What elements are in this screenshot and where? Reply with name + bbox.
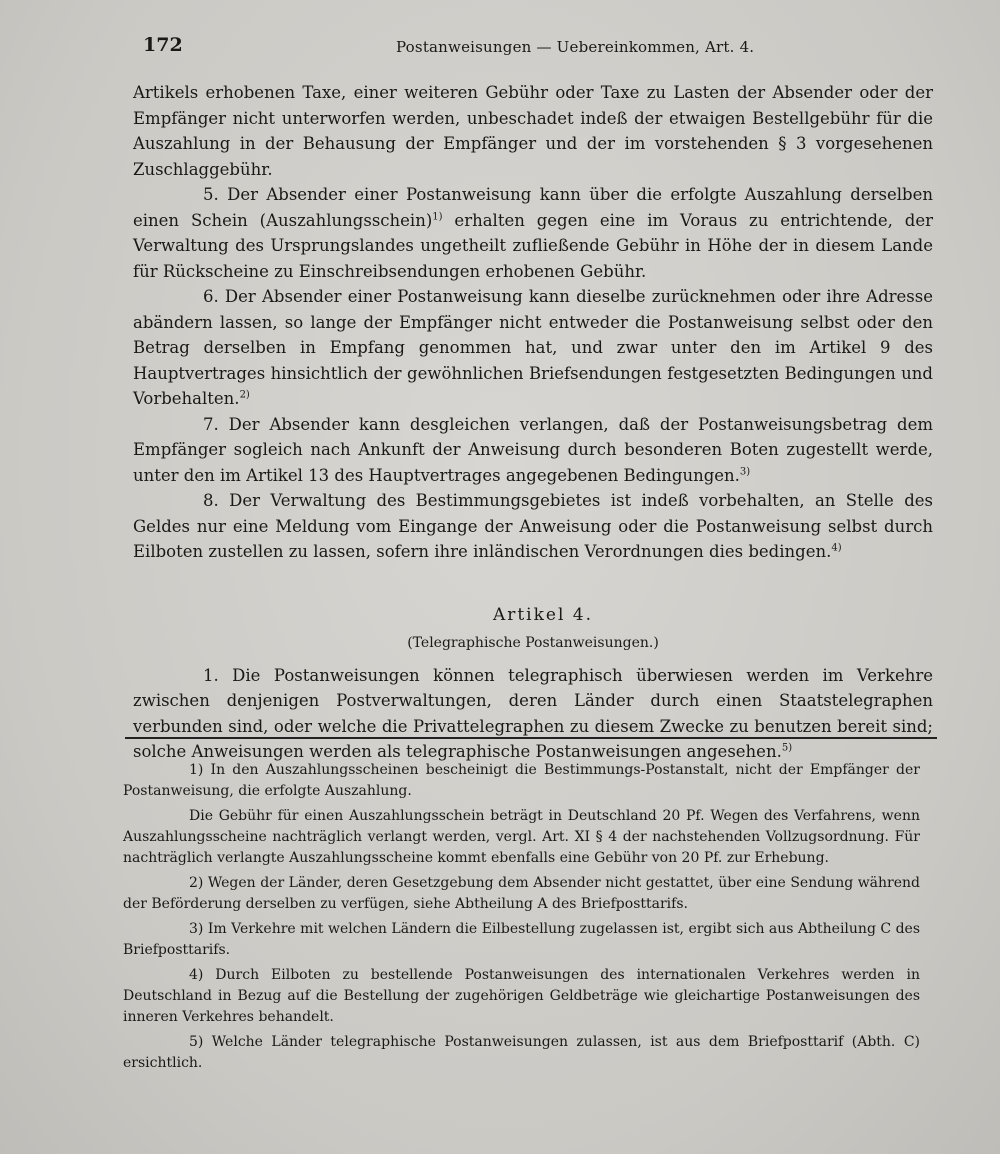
footnote-ref-1: 1) — [432, 211, 443, 222]
footnote-3: 3) Im Verkehre mit welchen Ländern die Eilbestellung zugelassen ist, ergibt sich aus Abtheilung C des Briefposttarifs. — [123, 921, 920, 958]
footnote-divider — [125, 737, 937, 739]
article-subheading: (Telegraphische Postanweisungen.) — [407, 635, 659, 651]
body-text — [133, 80, 933, 765]
footnote-2: 2) Wegen der Länder, deren Gesetzgebung dem Absender nicht gestattet, über eine Sendung während der Beförderung derselben zu verfügen, siehe Abtheilung A des Briefposttarifs. — [123, 875, 920, 912]
paragraph-6: 6. Der Absender einer Postanweisung kann dieselbe zurücknehmen oder ihre Adresse abändern lassen, so lange der Empfänger nicht entweder die Postanweisung selbst oder den Betrag derselben in Empfang genommen hat, und zwar unter den im Artikel 9 des Hauptvertrages hinsichtlich der gewöhnlichen Briefsendungen festgesetzten Bedingungen und Vorbehalten.$^{2)}$ — [133, 287, 933, 408]
paragraph-5: 5. Der Absender einer Postanweisung kann über die erfolgte Auszahlung derselben einen Schein (Auszahlungsschein)$^{1)}$ erhalten gegen eine im Voraus zu entrichtende, der Verwaltung des Ursprungslandes ungetheilt zufließende Gebühr in Höhe der in diesem Lande für Rückscheine zu Einschreibsendungen erhobenen Gebühr. — [133, 185, 933, 281]
footnote-ref-2: 2) — [239, 389, 250, 401]
article-heading: Artikel 4. — [492, 604, 594, 625]
page-number: 172 — [143, 34, 183, 56]
footnotes — [123, 760, 920, 1078]
footnote-ref-5: 5) — [781, 742, 793, 754]
footnote-1: 1) In den Auszahlungsscheinen bescheinigt die Bestimmungs-Postanstalt, nicht der Empfänger der Postanweisung, die erfolgte Auszahlung. — [123, 762, 920, 799]
paragraph-continuation: Artikels erhobenen Taxe, einer weiteren Gebühr oder Taxe zu Lasten der Absender oder der Empfänger nicht unterworfen werden, unbeschadet indeß der etwaigen Bestellgebühr für die Auszahlung in der Behausung der Empfänger und der im vorstehenden § 3 vorgesehenen Zuschlaggebühr. — [133, 83, 933, 179]
footnote-ref-3: 3) — [739, 466, 751, 477]
running-title: Postanweisungen — Uebereinkommen, Art. 4. — [396, 38, 755, 56]
paragraph-7: 7. Der Absender kann desgleichen verlangen, daß der Postanweisungsbetrag dem Empfänger sogleich nach Ankunft der Anweisung durch besonderen Boten zugestellt werde, unter den im Artikel 13 des Hauptvertrages angegebenen Bedingungen.$^{3)}$ — [133, 414, 933, 485]
footnote-4: 4) Durch Eilboten zu bestellende Postanweisungen des internationalen Verkehres werden in Deutschland in Bezug auf die Bestellung der zugehörigen Geldbeträge wie gleichartige Postanweisungen des inneren Verkehres behandelt. — [123, 967, 920, 1025]
footnote-1-continuation: Die Gebühr für einen Auszahlungsschein beträgt in Deutschland 20 Pf. Wegen des Verfahrens, wenn Auszahlungsscheine nachträglich verlangt werden, vergl. Art. XI § 4 der nachstehenden Vollzugsordnung. Für nachträglich verlangte Auszahlungsscheine kommt ebenfalls eine Gebühr von 20 Pf. zur Erhebung. — [123, 808, 920, 866]
footnote-ref-4: 4) — [831, 542, 842, 554]
article-4-paragraph-1: 1. Die Postanweisungen können telegraphisch überwiesen werden im Verkehre zwischen denjenigen Postverwaltungen, deren Länder durch einen Staatstelegraphen verbunden sind, oder welche die Privattelegraphen zu diesem Zwecke zu benutzen bereit sind; solche Anweisungen werden als telegraphische Postanweisungen angesehen.$^{5)}$ — [133, 665, 933, 761]
paragraph-8: 8. Der Verwaltung des Bestimmungsgebietes ist indeß vorbehalten, an Stelle des Geldes nur eine Meldung vom Eingange der Anweisung oder die Postanweisung selbst durch Eilboten zustellen zu lassen, sofern ihre inländischen Verordnungen dies bedingen.$^{4)}$ — [133, 491, 933, 561]
footnote-5: 5) Welche Länder telegraphische Postanweisungen zulassen, ist aus dem Briefposttarif (Abth. C) ersichtlich. — [123, 1034, 920, 1071]
